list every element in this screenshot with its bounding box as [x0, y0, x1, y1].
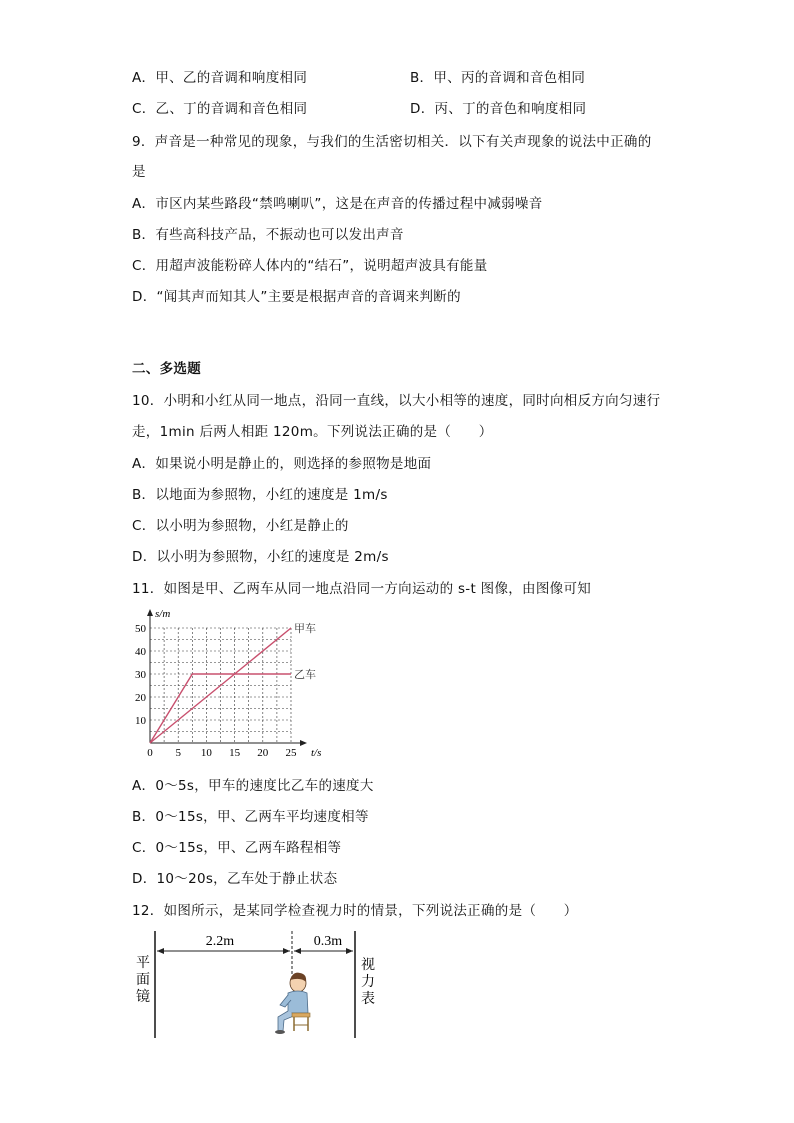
mirror-label-char: 镜	[136, 990, 150, 1005]
q11-option-a: A．0～5s，甲车的速度比乙车的速度大	[132, 778, 374, 794]
x-tick-label: 10	[200, 747, 212, 759]
y-axis-label: s/m	[155, 608, 171, 620]
q8-option-c: C．乙、丁的音调和音色相同	[132, 101, 308, 117]
chart-label-char: 视	[361, 958, 375, 973]
y-tick-label: 10	[135, 715, 146, 727]
y-tick-label: 20	[135, 692, 146, 704]
q9-option-c: C．用超声波能粉碎人体内的“结石”，说明超声波具有能量	[132, 258, 488, 274]
x-axis-label: t/s	[311, 747, 322, 759]
q11-option-b: B．0～15s，甲、乙两车平均速度相等	[132, 809, 369, 825]
q10-option-b: B．以地面为参照物，小红的速度是 1m/s	[132, 487, 388, 503]
q12-stem: 12．如图所示，是某同学检查视力时的情景，下列说法正确的是（ ）	[132, 903, 578, 919]
x-tick-label: 25	[285, 747, 297, 759]
y-axis-arrow	[147, 609, 153, 616]
q10-option-d: D．以小明为参照物，小红的速度是 2m/s	[132, 549, 389, 565]
q9-option-a: A．市区内某些路段“禁鸣喇叭”，这是在声音的传播过程中减弱噪音	[132, 196, 543, 212]
chart-label-char: 表	[361, 992, 375, 1007]
q11-option-c: C．0～15s，甲、乙两车路程相等	[132, 840, 342, 856]
q10-option-c: C．以小明为参照物，小红是静止的	[132, 518, 349, 534]
x-tick-label: 5	[175, 747, 181, 759]
x-tick-label: 0	[147, 747, 153, 759]
q9-option-b: B．有些高科技产品，不振动也可以发出声音	[132, 227, 404, 243]
y-tick-label: 30	[135, 669, 146, 681]
q9-option-d: D．“闻其声而知其人”主要是根据声音的音调来判断的	[132, 289, 461, 305]
q8-option-d: D．丙、丁的音色和响度相同	[410, 101, 587, 117]
q11-option-d: D．10～20s，乙车处于静止状态	[132, 871, 338, 887]
mirror-label-char: 面	[136, 973, 150, 988]
y-tick-label: 40	[135, 646, 146, 658]
y-tick-label: 50	[135, 623, 146, 635]
q10-stem-line1: 10．小明和小红从同一地点，沿同一直线，以大小相等的速度，同时向相反方向匀速行	[132, 393, 661, 409]
q9-stem-line1: 9．声音是一种常见的现象，与我们的生活密切相关．以下有关声现象的说法中正确的	[132, 134, 652, 150]
section-heading: 二、多选题	[132, 361, 201, 377]
distance-label-1: 2.2m	[205, 934, 235, 949]
q9-stem-line2: 是	[132, 164, 146, 180]
series-label: 甲车	[294, 623, 316, 635]
x-axis-arrow	[300, 740, 307, 746]
mirror-label-char: 平	[136, 956, 150, 971]
series-label: 乙车	[294, 669, 316, 681]
x-tick-label: 20	[257, 747, 269, 759]
seated-person-illustration	[275, 973, 310, 1034]
st-graph	[125, 605, 322, 765]
q10-stem-line2: 走，1min 后两人相距 120m。下列说法正确的是（ ）	[132, 424, 493, 440]
q10-option-a: A．如果说小明是静止的，则选择的参照物是地面	[132, 456, 432, 472]
distance-label-2: 0.3m	[313, 934, 343, 949]
q11-stem: 11．如图是甲、乙两车从同一地点沿同一方向运动的 s-t 图像，由图像可知	[132, 581, 592, 597]
q8-option-b: B．甲、丙的音调和音色相同	[410, 70, 586, 86]
x-tick-label: 15	[229, 747, 241, 759]
eye-test-figure	[130, 925, 380, 1045]
chart-label-char: 力	[361, 975, 375, 990]
q8-option-a: A．甲、乙的音调和响度相同	[132, 70, 308, 86]
